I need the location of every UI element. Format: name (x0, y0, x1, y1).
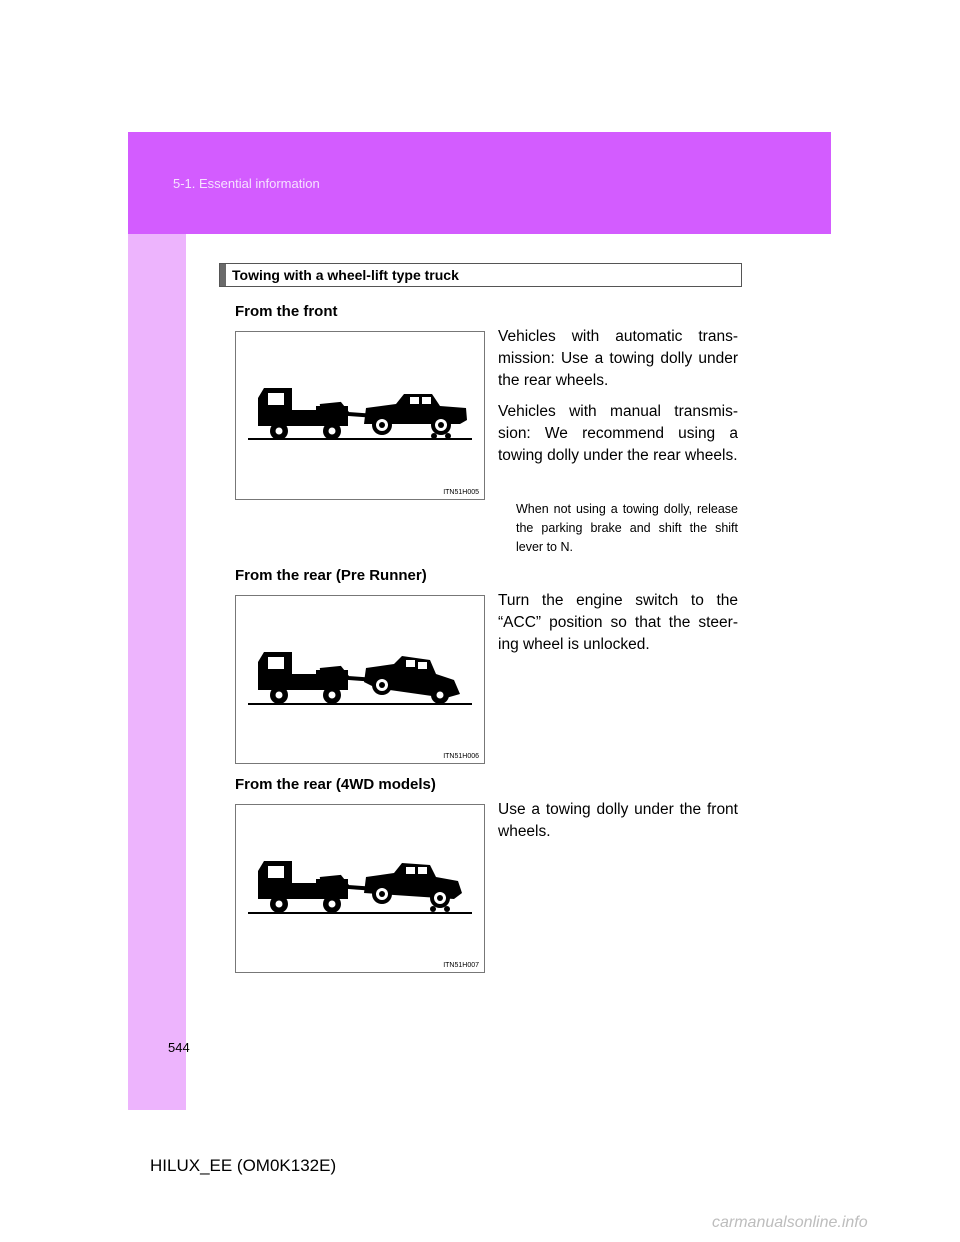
tow-truck-rear-4wd-illustration (236, 805, 484, 972)
section-label: 5-1. Essential information (173, 176, 320, 191)
figure-tow-from-rear-4wd (235, 804, 485, 973)
figure-code: ITN51H005 (443, 489, 479, 496)
figure-code: ITN51H007 (443, 962, 479, 969)
page-number: 544 (168, 1040, 190, 1055)
subheading-from-front: From the front (235, 303, 338, 320)
footer-manual-code: HILUX_EE (OM0K132E) (150, 1156, 337, 1175)
tow-truck-front-illustration (236, 332, 484, 499)
paragraph-automatic-transmission: Vehicles with automatic trans-mission: Use a towing dolly under the rear wheels. (498, 328, 738, 389)
tow-truck-rear-pre-runner-illustration (236, 596, 484, 763)
subheading-from-rear-pre-runner: From the rear (Pre Runner) (235, 567, 427, 584)
paragraph-engine-switch-acc: Turn the engine switch to the “ACC” position so that the steer-ing wheel is unlocked. (498, 592, 738, 653)
section-title-box (219, 263, 742, 287)
watermark: carmanualsonline.info (712, 1214, 868, 1231)
figure-tow-from-rear-pre-runner (235, 595, 485, 764)
subheading-from-rear-4wd: From the rear (4WD models) (235, 776, 436, 793)
title-accent-bar (220, 264, 226, 286)
paragraph-manual-transmission: Vehicles with manual transmis-sion: We recommend using a towing dolly under the rear wheels. (498, 403, 738, 464)
note-no-dolly: When not using a towing dolly, release the parking brake and shift the shift lever to N. (516, 502, 738, 554)
side-tab-band (128, 234, 186, 1110)
chapter-header-band (128, 132, 831, 234)
paragraph-dolly-front-wheels: Use a towing dolly under the front wheels. (498, 801, 738, 840)
section-title: Towing with a wheel-lift type truck (232, 267, 459, 283)
figure-tow-from-front (235, 331, 485, 500)
figure-code: ITN51H006 (443, 753, 479, 760)
